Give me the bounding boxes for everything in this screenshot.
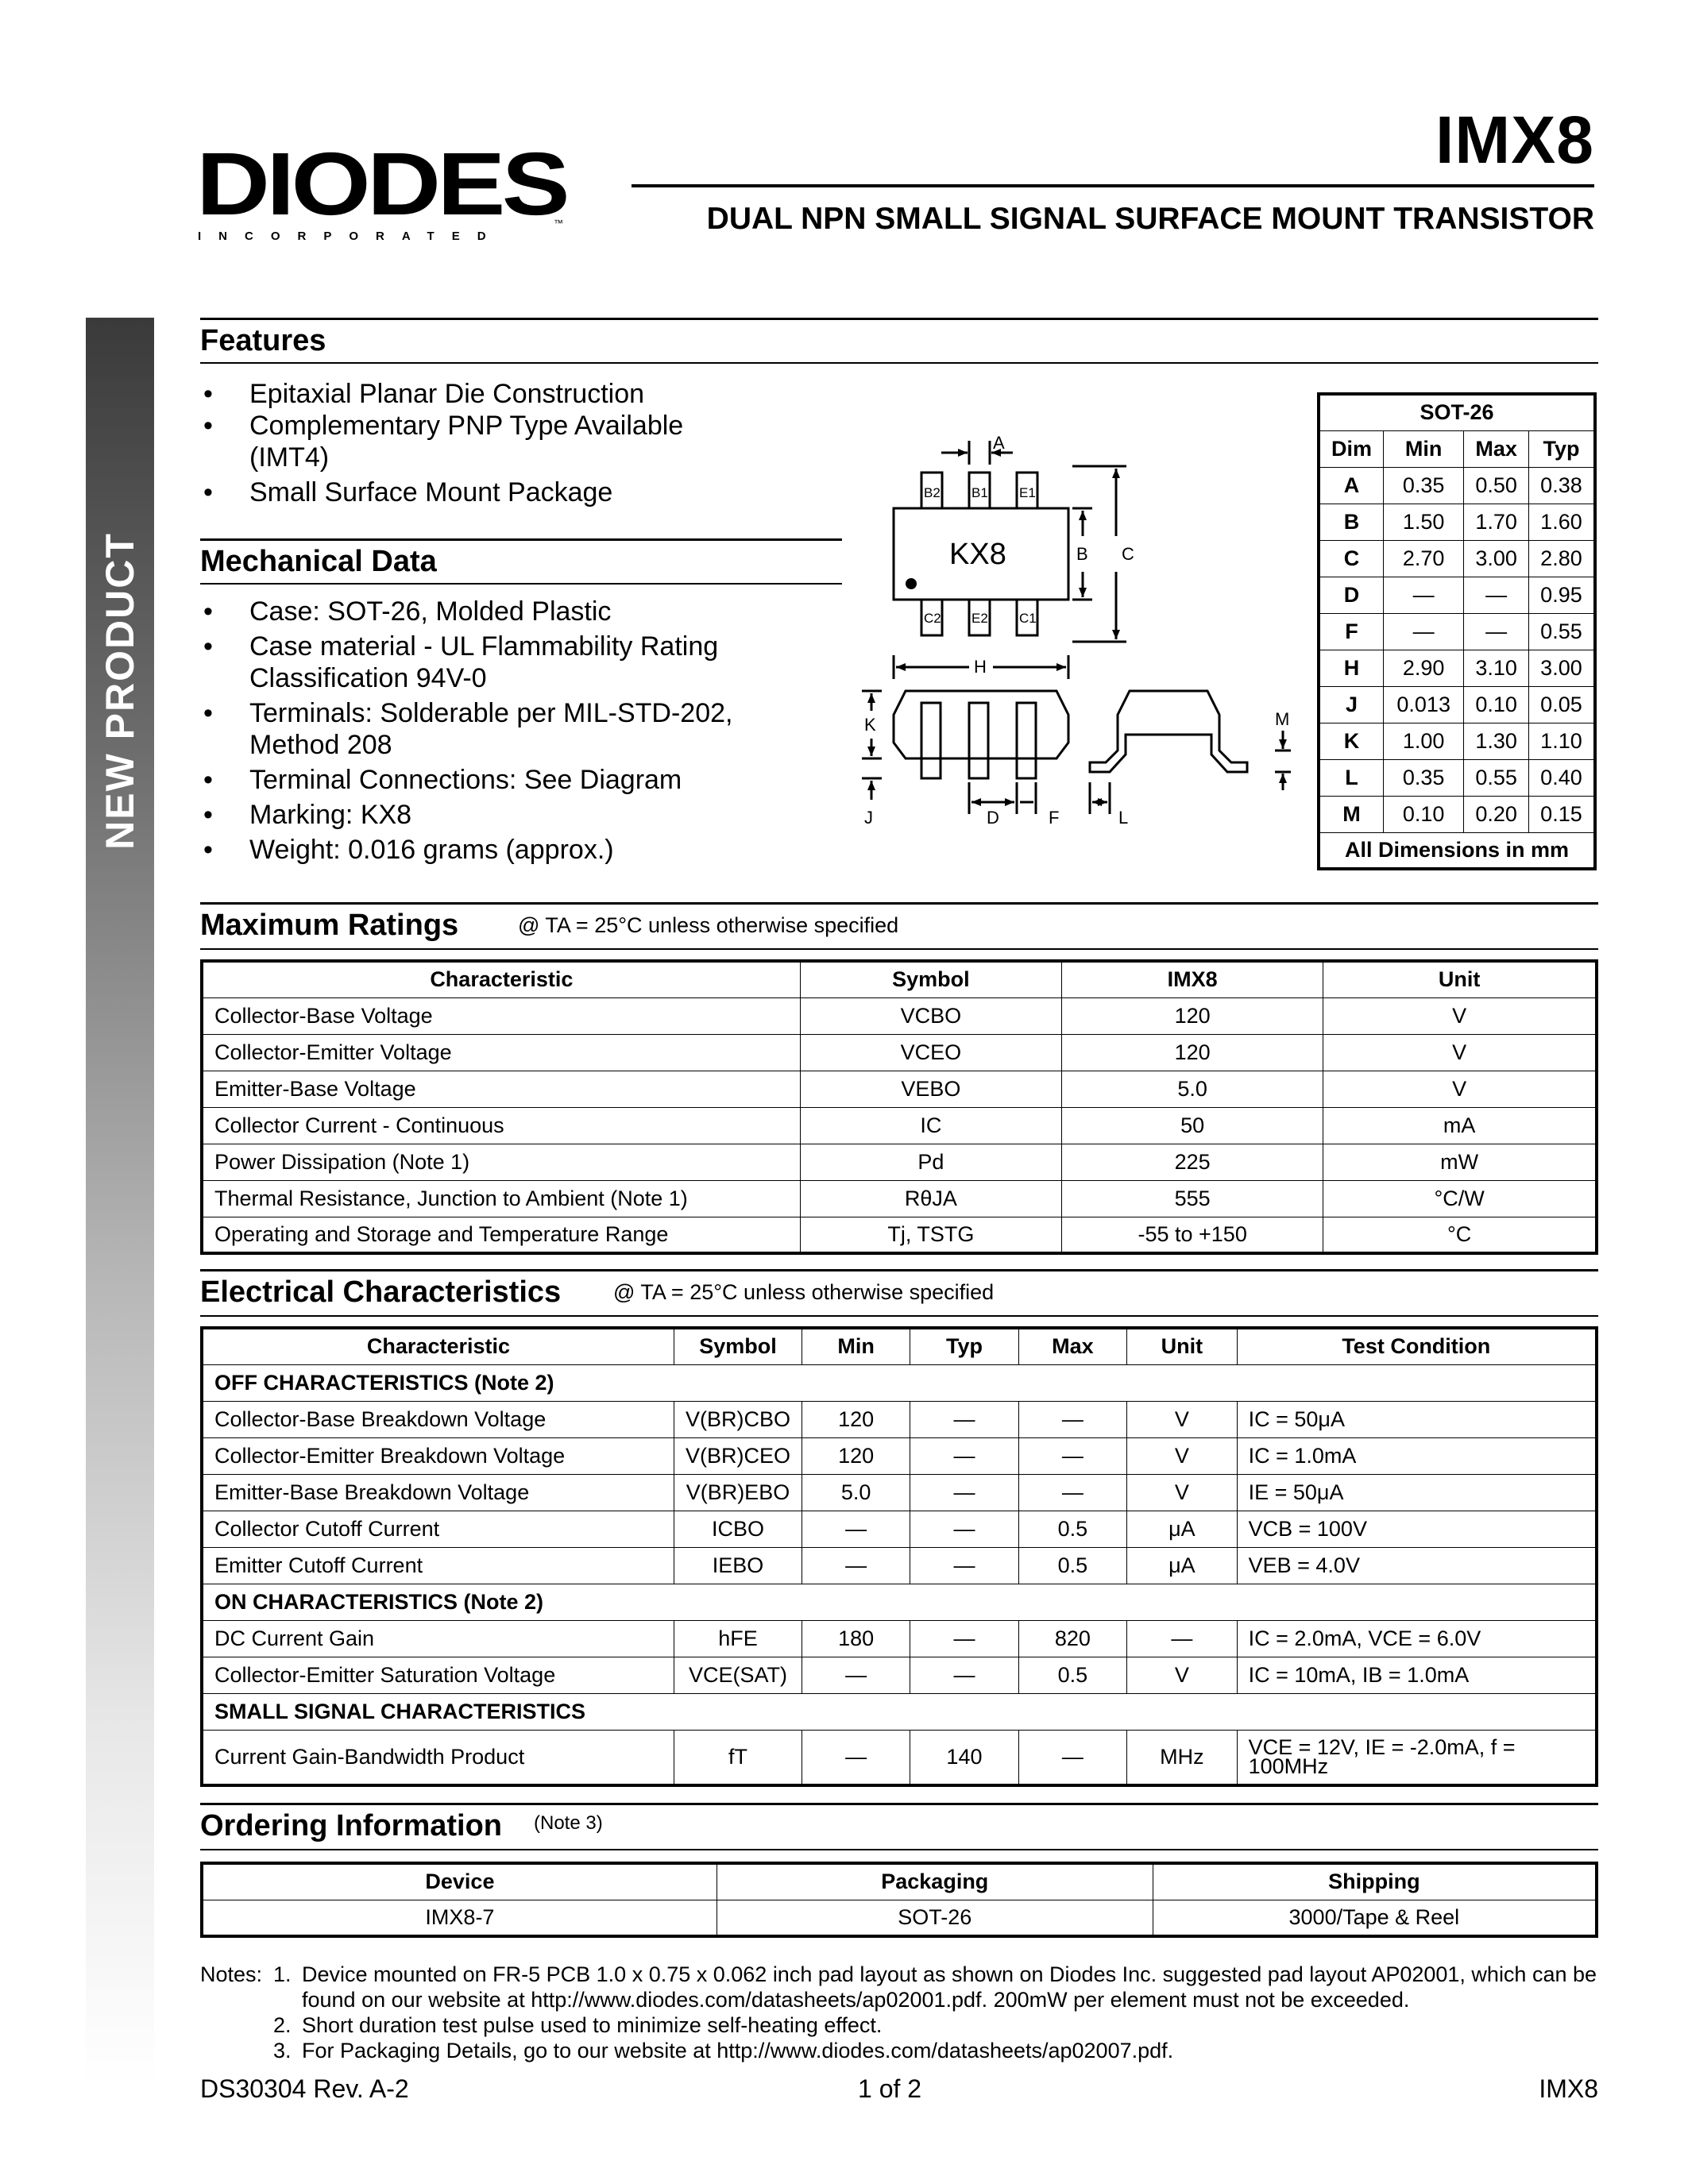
elec-col-header: Unit [1127, 1328, 1238, 1364]
max-ratings-table [200, 959, 1598, 1255]
notes-list [273, 1962, 1598, 2063]
feature-item: • Complementary PNP Type Available (IMT4) [200, 410, 724, 473]
elec-cell: 180 [802, 1620, 910, 1657]
dim-cell: C [1319, 540, 1383, 577]
pin-label: E1 [1019, 485, 1036, 500]
order-col-header: Device [202, 1863, 717, 1900]
pin-label: C2 [924, 611, 941, 626]
dim-cell: L [1319, 759, 1383, 796]
elec-row [202, 1511, 1597, 1547]
elec-row [202, 1730, 1597, 1785]
mechanical-item: • Marking: KX8 [200, 799, 772, 831]
dim-row [1319, 686, 1595, 723]
features-list [200, 378, 756, 508]
elec-cell: VCE = 12V, IE = -2.0mA, f = 100MHz [1237, 1730, 1597, 1785]
max-cell: VCBO [800, 997, 1061, 1034]
dim-cell: 0.15 [1528, 796, 1595, 832]
max-row [202, 1217, 1597, 1253]
logo-subtext: INCORPORATED [198, 230, 504, 243]
title-rule [632, 184, 1594, 187]
feature-item: • Small Surface Mount Package [200, 477, 756, 508]
dim-cell: 0.55 [1528, 613, 1595, 650]
elec-cell: — [910, 1620, 1018, 1657]
max-row [202, 997, 1597, 1034]
elec-cell: — [1018, 1474, 1126, 1511]
dim-cell: — [1464, 613, 1529, 650]
mechanical-heading: Mechanical Data [200, 545, 437, 578]
side-view [862, 655, 1291, 814]
elec-cell: Collector-Base Breakdown Voltage [202, 1401, 674, 1437]
elec-cell: V [1127, 1437, 1238, 1474]
dim-row [1319, 759, 1595, 796]
dim-cell: A [1319, 467, 1383, 504]
elec-cell: 120 [802, 1401, 910, 1437]
elec-cell: 0.5 [1018, 1511, 1126, 1547]
elec-cell: IC = 10mA, IB = 1.0mA [1237, 1657, 1597, 1693]
note-text: For Packaging Details, go to our website at http://www.diodes.com/datasheets/ap02007.pdf. [302, 2039, 1174, 2062]
lead-3 [1017, 703, 1036, 778]
order-cell: SOT-26 [717, 1900, 1153, 1936]
dim-cell: 3.10 [1464, 650, 1529, 686]
elec-col-header: Max [1018, 1328, 1126, 1364]
elec-cell: VCB = 100V [1237, 1511, 1597, 1547]
max-row [202, 1180, 1597, 1217]
max-cell: Collector-Base Voltage [202, 997, 800, 1034]
electrical-condition: @ TA = 25°C unless otherwise specified [613, 1280, 995, 1304]
elec-cell: V [1127, 1474, 1238, 1511]
max-cell: Collector-Emitter Voltage [202, 1034, 800, 1071]
dim-row [1319, 577, 1595, 613]
elec-cell: hFE [674, 1620, 802, 1657]
dim-cell: 1.50 [1383, 504, 1463, 540]
max-cell: mA [1323, 1107, 1597, 1144]
part-number: IMX8 [1435, 102, 1594, 177]
elec-cell: — [802, 1547, 910, 1584]
max-cell: °C [1323, 1217, 1597, 1253]
note-text: Short duration test pulse used to minimize self-heating effect. [302, 2013, 883, 2037]
elec-cell: IC = 50μA [1237, 1401, 1597, 1437]
elec-row [202, 1547, 1597, 1584]
elec-row [202, 1474, 1597, 1511]
dim-cell: K [1319, 723, 1383, 759]
elec-cell: — [802, 1657, 910, 1693]
logo-wordmark: DIODES [196, 145, 567, 233]
dim-row [1319, 467, 1595, 504]
elec-cell: DC Current Gain [202, 1620, 674, 1657]
mechanical-list [200, 596, 772, 866]
sidebar-label: NEW PRODUCT [98, 532, 142, 850]
elec-cell: — [910, 1401, 1018, 1437]
elec-cell: V [1127, 1657, 1238, 1693]
feature-item: • Epitaxial Planar Die Construction [200, 378, 756, 410]
document-subtitle: DUAL NPN SMALL SIGNAL SURFACE MOUNT TRANSISTOR [706, 202, 1594, 236]
max-row [202, 1071, 1597, 1107]
ordering-note: (Note 3) [534, 1812, 603, 1834]
elec-cell: Collector Cutoff Current [202, 1511, 674, 1547]
ordering-heading: Ordering Information [200, 1809, 502, 1843]
order-col-header: Shipping [1153, 1863, 1597, 1900]
pin-label: B2 [924, 485, 941, 500]
elec-cell: — [1018, 1401, 1126, 1437]
max-cell: 120 [1062, 997, 1323, 1034]
dim-col-header: Typ [1528, 430, 1595, 467]
elec-row [202, 1401, 1597, 1437]
max-cell: Pd [800, 1144, 1061, 1180]
dimensions-table [1317, 392, 1597, 870]
dim-cell: 0.35 [1383, 467, 1463, 504]
elec-section-label: ON CHARACTERISTICS (Note 2) [202, 1584, 1597, 1620]
dim-cell: — [1383, 577, 1463, 613]
features-rule-top [200, 318, 1598, 320]
dim-cell: 2.80 [1528, 540, 1595, 577]
max-cell: -55 to +150 [1062, 1217, 1323, 1253]
pin-label: B1 [971, 485, 988, 500]
max-cell: Tj, TSTG [800, 1217, 1061, 1253]
elec-cell: V(BR)CEO [674, 1437, 802, 1474]
dim-cell: 0.013 [1383, 686, 1463, 723]
ordering-rule-bottom [200, 1849, 1598, 1850]
elec-cell: — [910, 1547, 1018, 1584]
elec-cell: — [1018, 1437, 1126, 1474]
max-cell: Thermal Resistance, Junction to Ambient (Note 1) [202, 1180, 800, 1217]
mechanical-item: • Weight: 0.016 grams (approx.) [200, 834, 772, 866]
diodes-logo [195, 145, 568, 244]
elec-section-row [202, 1364, 1597, 1401]
max-col-header: Symbol [800, 961, 1061, 997]
elec-cell: Collector-Emitter Breakdown Voltage [202, 1437, 674, 1474]
elec-col-header: Symbol [674, 1328, 802, 1364]
max-col-header: Unit [1323, 961, 1597, 997]
elec-cell: 0.5 [1018, 1547, 1126, 1584]
max-cell: V [1323, 1034, 1597, 1071]
max-cell: Collector Current - Continuous [202, 1107, 800, 1144]
elec-cell: — [1127, 1620, 1238, 1657]
elec-cell: Current Gain-Bandwidth Product [202, 1730, 674, 1785]
dim-label-c: C [1122, 544, 1134, 564]
dimensions-footer: All Dimensions in mm [1319, 832, 1595, 869]
max-cell: VCEO [800, 1034, 1061, 1071]
features-rule-bottom [200, 362, 1598, 364]
elec-cell: IC = 1.0mA [1237, 1437, 1597, 1474]
ordering-table [200, 1862, 1598, 1938]
package-marking: KX8 [949, 538, 1006, 571]
dim-cell: M [1319, 796, 1383, 832]
dim-cell: 0.40 [1528, 759, 1595, 796]
dim-cell: 0.05 [1528, 686, 1595, 723]
elec-cell: 0.5 [1018, 1657, 1126, 1693]
pin1-dot [906, 578, 917, 589]
dim-row [1319, 504, 1595, 540]
elec-section-row [202, 1584, 1597, 1620]
max-cell: Emitter-Base Voltage [202, 1071, 800, 1107]
package-body-side [894, 691, 1068, 758]
mechanical-item: • Case: SOT-26, Molded Plastic [200, 596, 772, 627]
dim-row [1319, 540, 1595, 577]
max-ratings-heading: Maximum Ratings [200, 909, 459, 942]
elec-col-header: Typ [910, 1328, 1018, 1364]
features-heading: Features [200, 324, 326, 357]
elec-cell: 5.0 [802, 1474, 910, 1511]
dim-col-header: Max [1464, 430, 1529, 467]
max-cell: RθJA [800, 1180, 1061, 1217]
dim-cell: B [1319, 504, 1383, 540]
elec-cell: Emitter-Base Breakdown Voltage [202, 1474, 674, 1511]
order-cell: 3000/Tape & Reel [1153, 1900, 1597, 1936]
dimensions-title: SOT-26 [1319, 394, 1595, 430]
dim-cell: 1.10 [1528, 723, 1595, 759]
elec-section-label: SMALL SIGNAL CHARACTERISTICS [202, 1693, 1597, 1730]
elec-cell: — [910, 1657, 1018, 1693]
dim-label-b: B [1076, 544, 1088, 564]
max-ratings-rule-top [200, 902, 1598, 905]
elec-cell: V(BR)EBO [674, 1474, 802, 1511]
max-cell: Power Dissipation (Note 1) [202, 1144, 800, 1180]
dim-cell: 3.00 [1464, 540, 1529, 577]
footer-page-number: 1 of 2 [858, 2074, 922, 2103]
dim-cell: J [1319, 686, 1383, 723]
elec-cell: Emitter Cutoff Current [202, 1547, 674, 1584]
max-cell: 120 [1062, 1034, 1323, 1071]
elec-row [202, 1620, 1597, 1657]
elec-row [202, 1437, 1597, 1474]
dim-cell: 1.70 [1464, 504, 1529, 540]
order-cell: IMX8-7 [202, 1900, 717, 1936]
elec-cell: MHz [1127, 1730, 1238, 1785]
max-row [202, 1034, 1597, 1071]
dim-label-a: A [993, 433, 1005, 453]
mechanical-rule-top [200, 538, 842, 541]
pin-label: C1 [1019, 611, 1037, 626]
elec-section-label: OFF CHARACTERISTICS (Note 2) [202, 1364, 1597, 1401]
note-text: Device mounted on FR-5 PCB 1.0 x 0.75 x 0.062 inch pad layout as shown on Diodes Inc. suggested pad layout AP02001, which can be found on our website at http://www.diodes.com/datasheets/ap02001.pdf. 200mW per element must not be exceeded. [302, 1962, 1597, 2012]
notes-label: Notes: [200, 1962, 263, 1986]
mechanical-item: • Terminals: Solderable per MIL-STD-202, Method 208 [200, 697, 772, 761]
max-cell: 225 [1062, 1144, 1323, 1180]
footer-doc-number: DS30304 Rev. A-2 [200, 2074, 409, 2103]
dim-label-m: M [1275, 709, 1290, 729]
note-item: 2. Short duration test pulse used to minimize self-heating effect. [273, 2013, 883, 2037]
electrical-rule-bottom [200, 1315, 1598, 1317]
elec-cell: — [910, 1474, 1018, 1511]
order-row [202, 1900, 1597, 1936]
ordering-rule-top [200, 1803, 1598, 1805]
elec-cell: VEB = 4.0V [1237, 1547, 1597, 1584]
mechanical-item: • Terminal Connections: See Diagram [200, 764, 772, 796]
elec-cell: — [910, 1511, 1018, 1547]
elec-cell: ICBO [674, 1511, 802, 1547]
dim-cell: 0.20 [1464, 796, 1529, 832]
electrical-rule-top [200, 1269, 1598, 1271]
elec-cell: — [1018, 1730, 1126, 1785]
elec-cell: — [802, 1511, 910, 1547]
mechanical-item: • Case material - UL Flammability Rating Classification 94V-0 [200, 631, 772, 694]
dim-label-d: D [987, 808, 999, 828]
elec-cell: V(BR)CBO [674, 1401, 802, 1437]
max-row [202, 1107, 1597, 1144]
max-cell: mW [1323, 1144, 1597, 1180]
dim-cell: — [1383, 613, 1463, 650]
dim-row [1319, 796, 1595, 832]
sot26-package-diagram [834, 417, 1311, 830]
max-col-header: IMX8 [1062, 961, 1323, 997]
lead-2 [969, 703, 988, 778]
pin-label: E2 [971, 611, 988, 626]
elec-cell: — [802, 1730, 910, 1785]
dim-cell: 0.10 [1464, 686, 1529, 723]
max-ratings-condition: @ TA = 25°C unless otherwise specified [518, 913, 899, 937]
max-cell: VEBO [800, 1071, 1061, 1107]
elec-cell: IC = 2.0mA, VCE = 6.0V [1237, 1620, 1597, 1657]
dim-cell: 1.00 [1383, 723, 1463, 759]
dim-col-header: Dim [1319, 430, 1383, 467]
max-row [202, 1144, 1597, 1180]
package-end-view [1090, 691, 1247, 772]
elec-cell: IE = 50μA [1237, 1474, 1597, 1511]
max-col-header: Characteristic [202, 961, 800, 997]
max-cell: IC [800, 1107, 1061, 1144]
elec-cell: fT [674, 1730, 802, 1785]
elec-cell: μA [1127, 1547, 1238, 1584]
elec-cell: V [1127, 1401, 1238, 1437]
max-cell: 555 [1062, 1180, 1323, 1217]
elec-col-header: Test Condition [1237, 1328, 1597, 1364]
dim-label-l: L [1118, 808, 1129, 828]
dim-col-header: Min [1383, 430, 1463, 467]
elec-cell: 140 [910, 1730, 1018, 1785]
elec-cell: μA [1127, 1511, 1238, 1547]
dim-cell: 0.35 [1383, 759, 1463, 796]
max-cell: Operating and Storage and Temperature Range [202, 1217, 800, 1253]
dim-label-j: J [864, 808, 873, 828]
dim-cell: 0.38 [1528, 467, 1595, 504]
dim-cell: 0.50 [1464, 467, 1529, 504]
footer-part-number: IMX8 [1539, 2074, 1598, 2103]
max-cell: V [1323, 997, 1597, 1034]
electrical-table [200, 1326, 1598, 1787]
elec-cell: VCE(SAT) [674, 1657, 802, 1693]
mechanical-rule-bottom [200, 583, 842, 585]
note-item: 1. Device mounted on FR-5 PCB 1.0 x 0.75 x 0.062 inch pad layout as shown on Diodes Inc. suggested pad layout AP02001, which can be found on our website at http://www.diodes.com/datasheets/ap02001.pdf. 200mW per element must not be exceeded. [273, 1962, 1597, 2012]
dim-cell: 0.95 [1528, 577, 1595, 613]
dim-cell: 1.30 [1464, 723, 1529, 759]
elec-cell: IEBO [674, 1547, 802, 1584]
dim-cell: F [1319, 613, 1383, 650]
elec-row [202, 1657, 1597, 1693]
dim-cell: 0.55 [1464, 759, 1529, 796]
dim-cell: H [1319, 650, 1383, 686]
elec-col-header: Characteristic [202, 1328, 674, 1364]
dim-row [1319, 613, 1595, 650]
order-col-header: Packaging [717, 1863, 1153, 1900]
elec-cell: — [910, 1437, 1018, 1474]
elec-col-header: Min [802, 1328, 910, 1364]
logo-trademark: ™ [554, 218, 563, 229]
dim-cell: 2.90 [1383, 650, 1463, 686]
elec-cell: 820 [1018, 1620, 1126, 1657]
dim-row [1319, 723, 1595, 759]
max-cell: °C/W [1323, 1180, 1597, 1217]
max-ratings-rule-bottom [200, 948, 1598, 950]
dim-label-f: F [1049, 808, 1060, 828]
dim-label-h: H [974, 657, 987, 677]
dim-label-k: K [864, 715, 876, 735]
max-cell: V [1323, 1071, 1597, 1107]
dim-row [1319, 650, 1595, 686]
electrical-heading: Electrical Characteristics [200, 1275, 562, 1309]
dim-cell: 1.60 [1528, 504, 1595, 540]
dim-cell: 3.00 [1528, 650, 1595, 686]
elec-section-row [202, 1693, 1597, 1730]
max-cell: 5.0 [1062, 1071, 1323, 1107]
dim-cell: D [1319, 577, 1383, 613]
elec-cell: Collector-Emitter Saturation Voltage [202, 1657, 674, 1693]
dim-cell: 2.70 [1383, 540, 1463, 577]
dim-cell: 0.10 [1383, 796, 1463, 832]
lead-1 [921, 703, 941, 778]
max-cell: 50 [1062, 1107, 1323, 1144]
note-item: 3. For Packaging Details, go to our website at http://www.diodes.com/datasheets/ap02007.pdf. [273, 2039, 1174, 2062]
dim-cell: — [1464, 577, 1529, 613]
elec-cell: 120 [802, 1437, 910, 1474]
